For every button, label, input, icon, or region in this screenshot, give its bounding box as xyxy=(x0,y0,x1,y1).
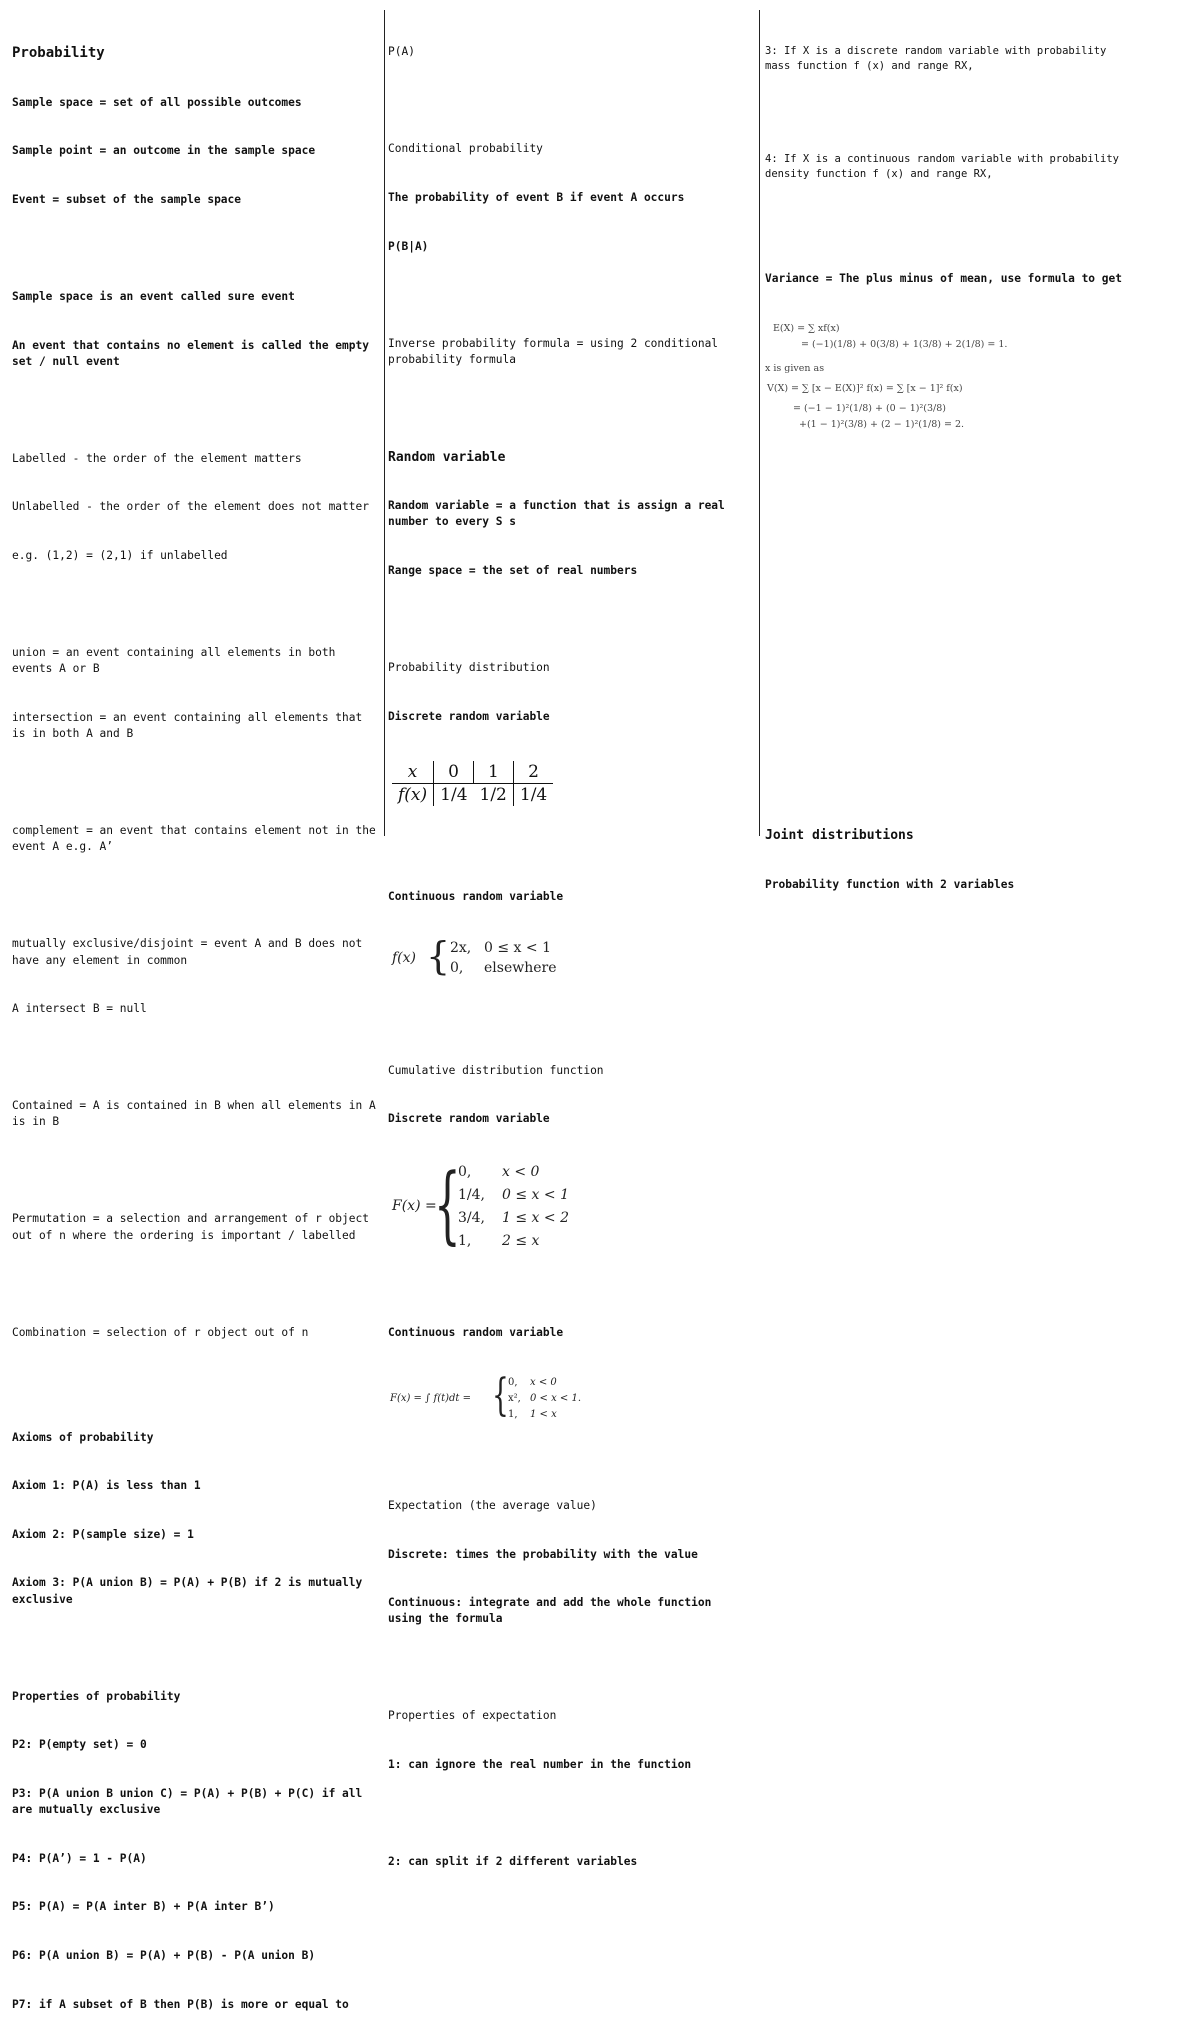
cdf-row3-cond: 1 ≤ x < 2 xyxy=(502,1209,569,1226)
variance-formula-image xyxy=(765,320,1125,450)
ccdf-row2-cond: 0 < x < 1. xyxy=(530,1393,582,1405)
pmf-x-1: 1 xyxy=(474,761,514,784)
pmf-x-header: x xyxy=(392,761,434,784)
sample-space-line: Sample space = set of all possible outcomes xyxy=(12,95,302,109)
sample-point-line: Sample point = an outcome in the sample space xyxy=(12,144,316,158)
cdf-row2-val: 1/4, xyxy=(458,1186,485,1203)
v-formula-2: = (−1 − 1)²(1/8) + (0 − 1)²(3/8) xyxy=(793,402,946,414)
labelled-line: Labelled - the order of the element matters xyxy=(12,451,302,465)
ccdf-brace: { xyxy=(492,1370,509,1422)
discrete-rv-label: Discrete random variable xyxy=(388,709,550,723)
pmf-x-2: 2 xyxy=(513,761,553,784)
permutation-line: Permutation = a selection and arrangement of r object out of n where the ordering is important / labelled xyxy=(12,1212,376,1242)
conditional-title: Conditional probability xyxy=(388,142,543,156)
ccdf-formula xyxy=(388,1370,750,1423)
pdf-case1-cond: 0 ≤ x < 1 xyxy=(484,939,551,956)
pdf-brace: { xyxy=(426,933,451,978)
v-formula-1: V(X) = ∑ [x − E(X)]² f(x) = ∑ [x − 1]² f(x) xyxy=(767,382,963,394)
pdf-case2-val: 0, xyxy=(450,959,464,976)
inverse-formula-line: Inverse probability formula = using 2 conditional probability formula xyxy=(388,336,725,366)
pdf-formula xyxy=(388,933,750,982)
joint-title: Joint distributions xyxy=(765,828,914,844)
properties-title: Properties of probability xyxy=(12,1689,181,1703)
property-p3: P3: P(A union B union C) = P(A) + P(B) + P(C) if all are mutually exclusive xyxy=(12,1786,369,1817)
cdf-row2-cond: 0 ≤ x < 1 xyxy=(502,1186,569,1203)
pmf-f-2: 1/4 xyxy=(519,785,548,806)
e-formula-1: E(X) = ∑ xf(x) xyxy=(773,322,840,334)
cdf-row3-val: 3/4, xyxy=(458,1209,485,1226)
rv-definition: Random variable = a function that is assign a real number to every S s xyxy=(388,499,732,529)
column-divider-1 xyxy=(384,10,385,836)
column-divider-2 xyxy=(759,10,760,836)
pdf-case2-cond: elsewhere xyxy=(484,959,557,976)
complement-line: complement = an event that contains element not in the event A e.g. A’ xyxy=(12,824,383,854)
pmf-f-0: 1/4 xyxy=(440,785,468,806)
contained-line: Contained = A is contained in B when all elements in A is in B xyxy=(12,1099,383,1129)
axiom-3: Axiom 3: P(A union B) = P(A) + P(B) if 2 is mutually exclusive xyxy=(12,1576,369,1606)
random-variable-title: Random variable xyxy=(388,449,506,465)
cdf-row1-val: 0, xyxy=(458,1163,472,1180)
property-p5: P5: P(A) = P(A inter B) + P(A inter B’) xyxy=(12,1900,275,1914)
continuous-rv-label: Continuous random variable xyxy=(388,890,564,904)
joint-text: Probability function with 2 variables xyxy=(765,877,1015,891)
range-space-line: Range space = the set of real numbers xyxy=(388,564,638,578)
pmf-x-0: 0 xyxy=(434,761,474,784)
cdf-lhs: F(x) = xyxy=(392,1197,437,1214)
section-title-probability: Probability xyxy=(12,45,105,62)
property-p2: P2: P(empty set) = 0 xyxy=(12,1738,147,1752)
given-line: x is given as xyxy=(765,362,825,374)
variance-line: Variance = The plus minus of mean, use formula to get xyxy=(765,272,1122,286)
unlabelled-line: Unlabelled - the order of the element does not matter xyxy=(12,500,369,514)
axiom-1: Axiom 1: P(A) is less than 1 xyxy=(12,1479,201,1493)
prop-exp-2: 2: can split if 2 different variables xyxy=(388,1855,638,1869)
axiom-2: Axiom 2: P(sample size) = 1 xyxy=(12,1527,194,1541)
cdf-title: Cumulative distribution function xyxy=(388,1063,604,1077)
item-4: 4: If X is a continuous random variable with probability density function f (x) and range RX, xyxy=(765,153,1126,181)
conditional-notation: P(B|A) xyxy=(388,239,429,253)
event-line: Event = subset of the sample space xyxy=(12,193,242,207)
cdf-discrete-label: Discrete random variable xyxy=(388,1112,550,1126)
pmf-f-1: 1/2 xyxy=(474,784,514,807)
cdf-brace: { xyxy=(434,1154,461,1253)
cdf-row4-val: 1, xyxy=(458,1232,472,1249)
ccdf-row1-cond: x < 0 xyxy=(530,1377,557,1389)
pa-line: P(A) xyxy=(388,45,415,59)
example-line: e.g. (1,2) = (2,1) if unlabelled xyxy=(12,549,228,563)
null-event-line: An event that contains no element is called the empty set / null event xyxy=(12,338,376,368)
sure-event-line: Sample space is an event called sure event xyxy=(12,290,295,304)
union-line: union = an event containing all elements in both events A or B xyxy=(12,646,343,676)
ccdf-row3-cond: 1 < x xyxy=(530,1409,557,1421)
expectation-continuous: Continuous: integrate and add the whole function using the formula xyxy=(388,1596,719,1626)
expectation-discrete: Discrete: times the probability with the value xyxy=(388,1547,698,1561)
ccdf-row1-val: 0, xyxy=(508,1377,518,1389)
property-p4: P4: P(A’) = 1 - P(A) xyxy=(12,1851,147,1865)
intersection-line: intersection = an event containing all elements that is in both A and B xyxy=(12,710,369,741)
axioms-title: Axioms of probability xyxy=(12,1430,154,1444)
ccdf-lhs: F(x) = ∫ f(t)dt = xyxy=(390,1393,472,1405)
prob-dist-title: Probability distribution xyxy=(388,661,550,675)
cdf-formula xyxy=(388,1154,750,1256)
conditional-desc: The probability of event B if event A occurs xyxy=(388,191,685,205)
ccdf-row3-val: 1, xyxy=(508,1409,518,1421)
property-p7: P7: if A subset of B then P(B) is more or equal to xyxy=(12,1997,349,2011)
properties-expectation-title: Properties of expectation xyxy=(388,1709,557,1723)
pmf-f-header: f(x) xyxy=(392,784,434,807)
joint-section xyxy=(765,795,1125,909)
pmf-table xyxy=(392,761,553,806)
combination-line: Combination = selection of r object out of n xyxy=(12,1325,309,1339)
e-formula-2: = (−1)(1/8) + 0(3/8) + 1(3/8) + 2(1/8) = 1. xyxy=(801,338,1008,350)
column-1 xyxy=(12,12,383,2029)
column-3 xyxy=(765,12,1125,466)
prop-exp-1: 1: can ignore the real number in the function xyxy=(388,1758,692,1772)
property-p6: P6: P(A union B) = P(A) + P(B) - P(A union B) xyxy=(12,1948,316,1962)
pdf-case1-val: 2x, xyxy=(450,939,472,956)
cdf-row4-cond: 2 ≤ x xyxy=(502,1232,540,1249)
intersect-null-line: A intersect B = null xyxy=(12,1002,147,1016)
cdf-continuous-label: Continuous random variable xyxy=(388,1325,564,1339)
item-3: 3: If X is a discrete random variable with probability mass function f (x) and range RX, xyxy=(765,45,1113,73)
v-formula-3: +(1 − 1)²(3/8) + (2 − 1)²(1/8) = 2. xyxy=(799,418,965,430)
pdf-lhs: f(x) xyxy=(392,949,417,966)
mutex-line: mutually exclusive/disjoint = event A and B does not have any element in common xyxy=(12,937,369,967)
cdf-row1-cond: x < 0 xyxy=(502,1163,540,1180)
column-2 xyxy=(388,12,750,1886)
expectation-title: Expectation (the average value) xyxy=(388,1499,597,1513)
ccdf-row2-val: x², xyxy=(508,1393,521,1405)
